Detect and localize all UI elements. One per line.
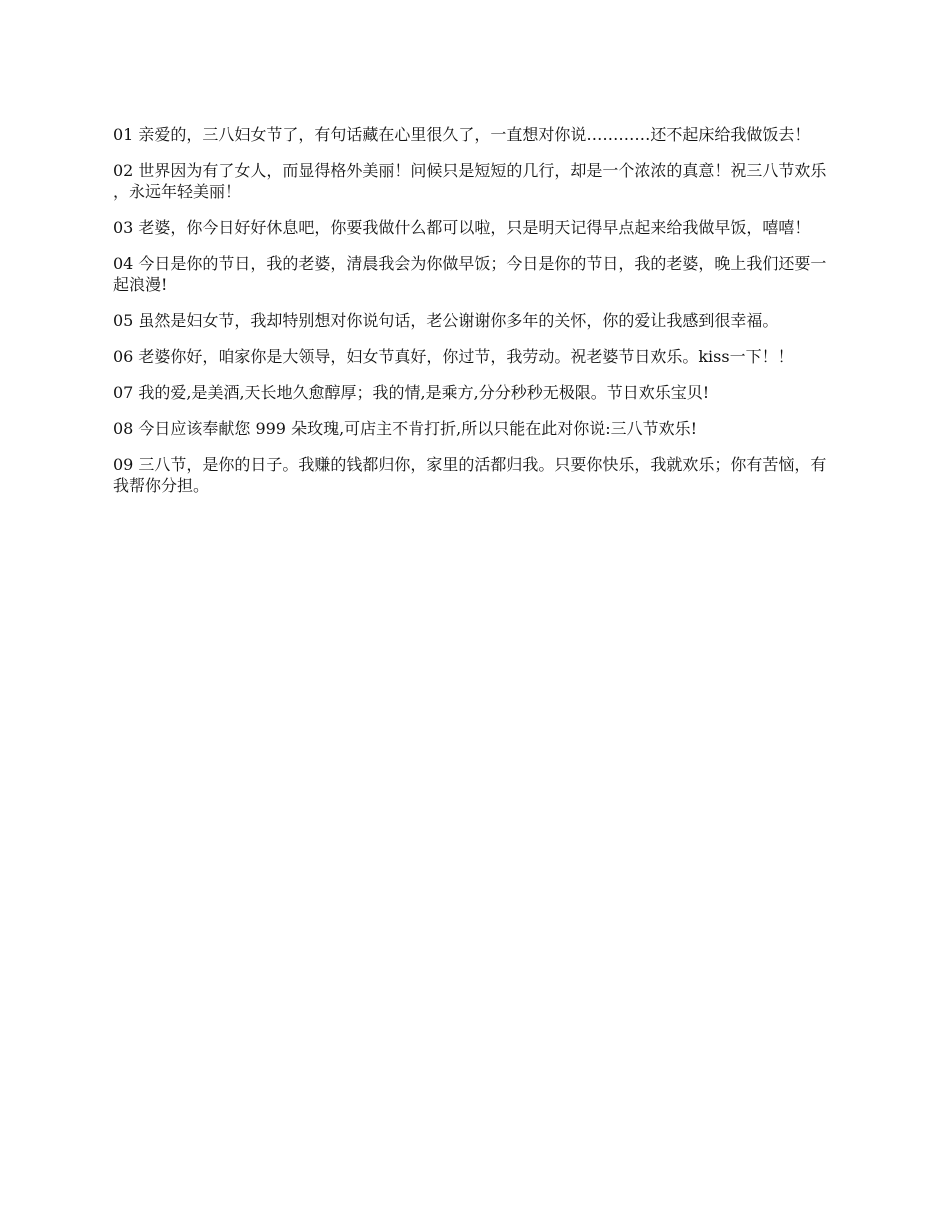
paragraph-05 bbox=[113, 310, 829, 331]
paragraph-text: 今日应该奉献您 999 朵玫瑰,可店主不肯打折,所以只能在此对你说:三八节欢乐! bbox=[138, 419, 698, 438]
paragraph-text: 亲爱的，三八妇女节了，有句话藏在心里很久了，一直想对你说…………还不起床给我做饭去！ bbox=[138, 125, 811, 144]
paragraph-number: 09 bbox=[113, 455, 134, 474]
paragraph-text: 世界因为有了女人，而显得格外美丽！问候只是短短的几行，却是一个浓浓的真意！祝三八节欢乐，永远年轻美丽！ bbox=[113, 161, 827, 201]
paragraph-02 bbox=[113, 160, 829, 202]
paragraph-number: 03 bbox=[113, 218, 134, 237]
paragraph-03 bbox=[113, 217, 829, 238]
paragraph-number: 02 bbox=[113, 161, 134, 180]
paragraph-number: 08 bbox=[113, 419, 134, 438]
paragraph-number: 01 bbox=[113, 125, 134, 144]
paragraph-text: 三八节，是你的日子。我赚的钱都归你，家里的活都归我。只要你快乐，我就欢乐；你有苦恼，有我帮你分担。 bbox=[113, 455, 827, 495]
paragraph-07 bbox=[113, 382, 829, 403]
paragraph-text: 老婆，你今日好好休息吧，你要我做什么都可以啦，只是明天记得早点起来给我做早饭，嘻嘻！ bbox=[138, 218, 811, 237]
paragraph-09 bbox=[113, 454, 829, 496]
paragraph-text: 老婆你好，咱家你是大领导，妇女节真好，你过节，我劳动。祝老婆节日欢乐。kiss一下！！ bbox=[138, 347, 794, 366]
paragraph-text: 我的爱,是美酒,天长地久愈醇厚；我的情,是乘方,分分秒秒无极限。节日欢乐宝贝! bbox=[138, 383, 710, 402]
paragraph-number: 05 bbox=[113, 311, 134, 330]
paragraph-text: 今日是你的节日，我的老婆，清晨我会为你做早饭；今日是你的节日，我的老婆，晚上我们还要一起浪漫! bbox=[113, 254, 827, 294]
document-body bbox=[113, 124, 829, 511]
paragraph-06 bbox=[113, 346, 829, 367]
paragraph-01 bbox=[113, 124, 829, 145]
paragraph-number: 06 bbox=[113, 347, 134, 366]
paragraph-08 bbox=[113, 418, 829, 439]
paragraph-text: 虽然是妇女节，我却特别想对你说句话，老公谢谢你多年的关怀，你的爱让我感到很幸福。 bbox=[138, 311, 779, 330]
paragraph-number: 07 bbox=[113, 383, 134, 402]
paragraph-04 bbox=[113, 253, 829, 295]
paragraph-number: 04 bbox=[113, 254, 134, 273]
